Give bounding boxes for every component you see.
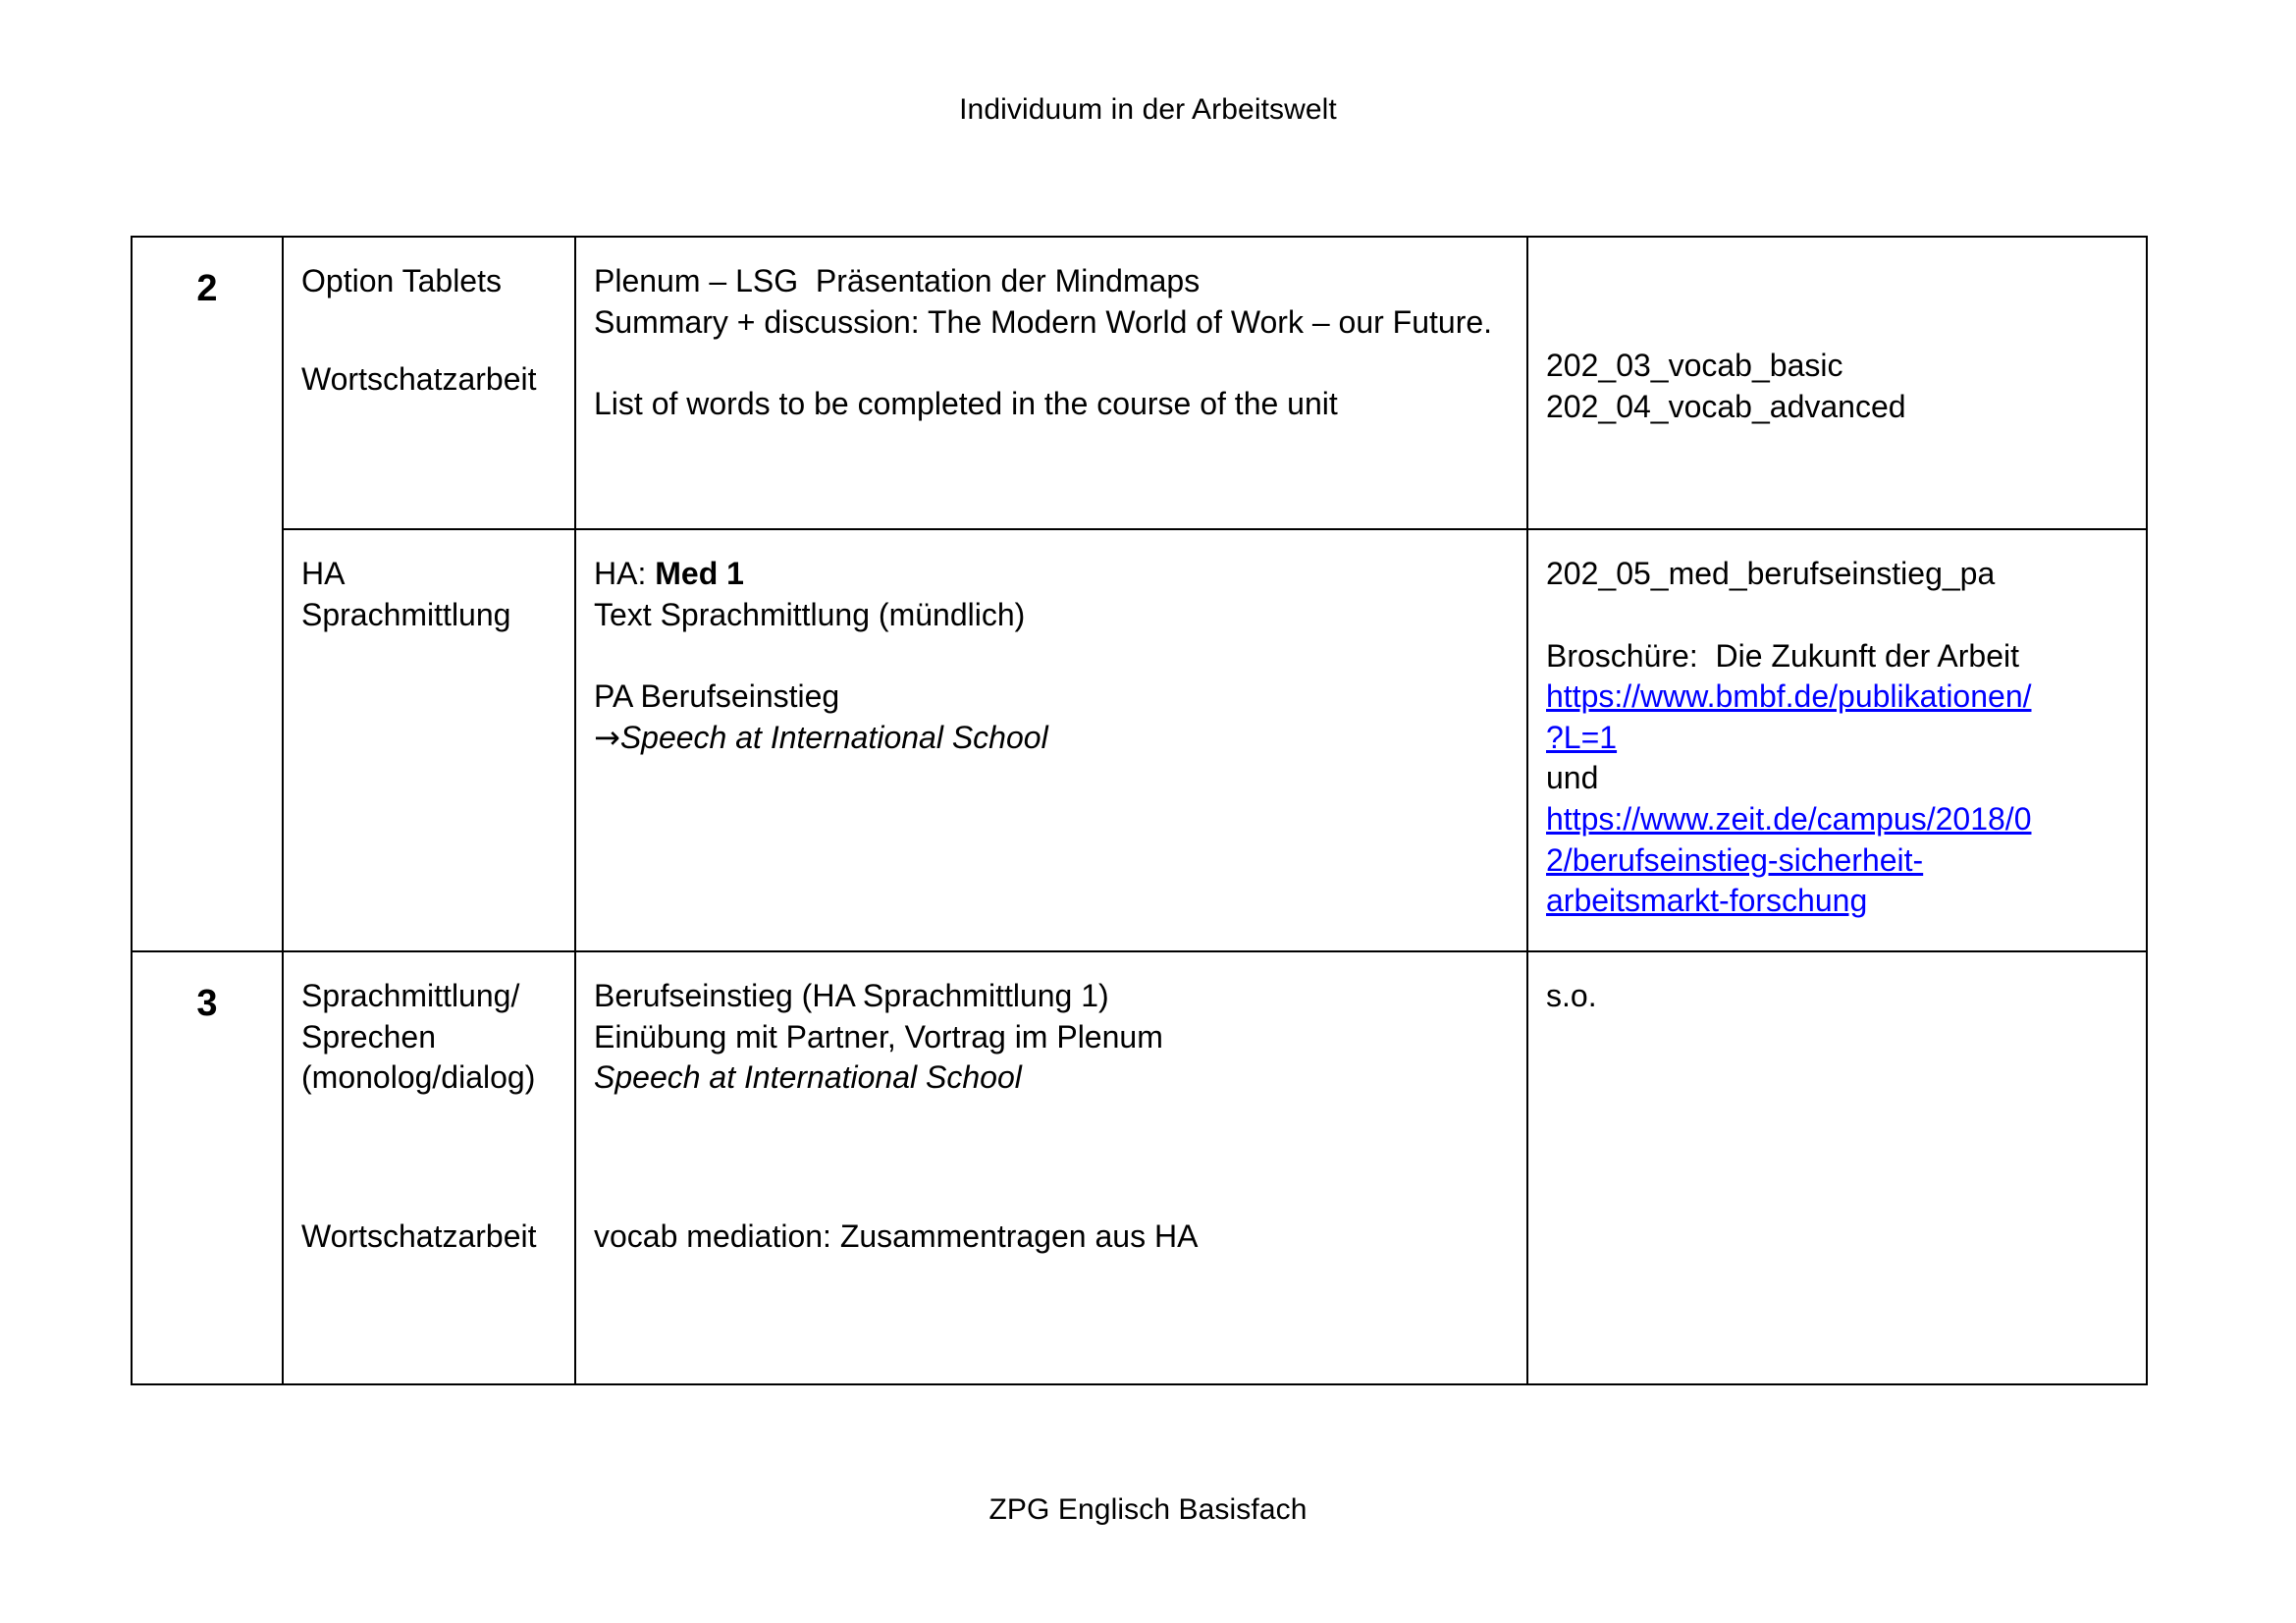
spacer xyxy=(594,635,1509,676)
material-cell xyxy=(1527,237,2147,529)
activity-cell xyxy=(575,529,1527,981)
activity-speech-title: Speech at International School xyxy=(594,1059,1022,1096)
link-zeit-campus-part-3[interactable]: arbeitsmarkt-forschung xyxy=(1546,883,1868,919)
phase-label-sprechen: Sprechen xyxy=(301,1018,436,1055)
activity-speech-title: Speech at International School xyxy=(619,719,1048,755)
material-label-broschuere: Broschüre: Die Zukunft der Arbeit xyxy=(1546,637,2019,674)
phase-label-option-tablets: Option Tablets xyxy=(301,263,502,298)
lesson-table-3 xyxy=(131,950,2148,1385)
spacer xyxy=(594,1099,1509,1217)
row-number: 2 xyxy=(196,268,218,309)
activity-line-pa-berufseinstieg: PA Berufseinstieg xyxy=(594,678,840,715)
table-row xyxy=(132,237,2147,529)
activity-cell xyxy=(575,237,1527,529)
material-code-vocab-basic: 202_03_vocab_basic xyxy=(1546,348,1843,383)
row-number-cell xyxy=(132,951,283,1384)
phase-label-sprachmittlung: Sprachmittlung/ xyxy=(301,978,520,1013)
material-cell xyxy=(1527,529,2147,981)
link-zeit-campus-part-1[interactable]: https://www.zeit.de/campus/2018/0 xyxy=(1546,800,2032,837)
material-code-vocab-advanced: 202_04_vocab_advanced xyxy=(1546,388,1906,424)
phase-label-wortschatzarbeit: Wortschatzarbeit xyxy=(301,360,537,397)
phase-label-ha: HA xyxy=(301,556,346,591)
activity-line-text-sprachmittlung: Text Sprachmittlung (mündlich) xyxy=(594,596,1026,632)
arrow-right-icon: → xyxy=(594,718,620,756)
phase-cell xyxy=(283,951,575,1384)
table-row xyxy=(132,529,2147,981)
material-cell xyxy=(1527,951,2147,1384)
phase-label-sprachmittlung: Sprachmittlung xyxy=(301,596,511,632)
spacer xyxy=(301,302,557,359)
phase-label-monolog-dialog: (monolog/dialog) xyxy=(301,1059,536,1096)
phase-label-wortschatzarbeit: Wortschatzarbeit xyxy=(301,1217,537,1254)
ha-colon: : xyxy=(637,556,656,591)
activity-cell xyxy=(575,951,1527,1384)
lesson-table-2 xyxy=(131,236,2148,982)
phase-cell xyxy=(283,529,575,981)
activity-line-wordlist: List of words to be completed in the course of the unit xyxy=(594,386,1338,422)
phase-cell xyxy=(283,237,575,529)
ha-value-med-1: Med 1 xyxy=(655,556,744,591)
spacer xyxy=(301,1099,557,1217)
row-number-cell xyxy=(132,237,283,981)
activity-line-summary: Summary + discussion: The Modern World of Work – our Future. xyxy=(594,303,1493,340)
row-number: 3 xyxy=(196,983,218,1024)
activity-line-einuebung: Einübung mit Partner, Vortrag im Plenum xyxy=(594,1018,1163,1055)
activity-line-berufseinstieg: Berufseinstieg (HA Sprachmittlung 1) xyxy=(594,978,1109,1013)
table-row xyxy=(132,951,2147,1384)
spacer xyxy=(1546,261,2128,346)
spacer xyxy=(1546,595,2128,636)
material-code-med-berufseinstieg: 202_05_med_berufseinstieg_pa xyxy=(1546,556,1996,591)
link-bmbf-publikationen-part-2[interactable]: ?L=1 xyxy=(1546,719,1618,755)
material-conjunction-und: und xyxy=(1546,760,1599,796)
activity-line-plenum: Plenum – LSG Präsentation der Mindmaps xyxy=(594,263,1201,298)
activity-line-ha-med xyxy=(594,554,1509,595)
running-foot: ZPG Englisch Basisfach xyxy=(988,1493,1308,1526)
ha-label: HA xyxy=(594,556,638,591)
activity-line-speech xyxy=(594,718,1509,759)
running-head: Individuum in der Arbeitswelt xyxy=(959,93,1337,126)
link-zeit-campus-part-2[interactable]: 2/berufseinstieg-sicherheit- xyxy=(1546,841,1924,878)
material-reference-same-as-above: s.o. xyxy=(1546,978,1597,1013)
spacer xyxy=(594,343,1509,384)
link-bmbf-publikationen-part-1[interactable]: https://www.bmbf.de/publikationen/ xyxy=(1546,678,2032,715)
activity-line-vocab-mediation: vocab mediation: Zusammentragen aus HA xyxy=(594,1217,1199,1254)
